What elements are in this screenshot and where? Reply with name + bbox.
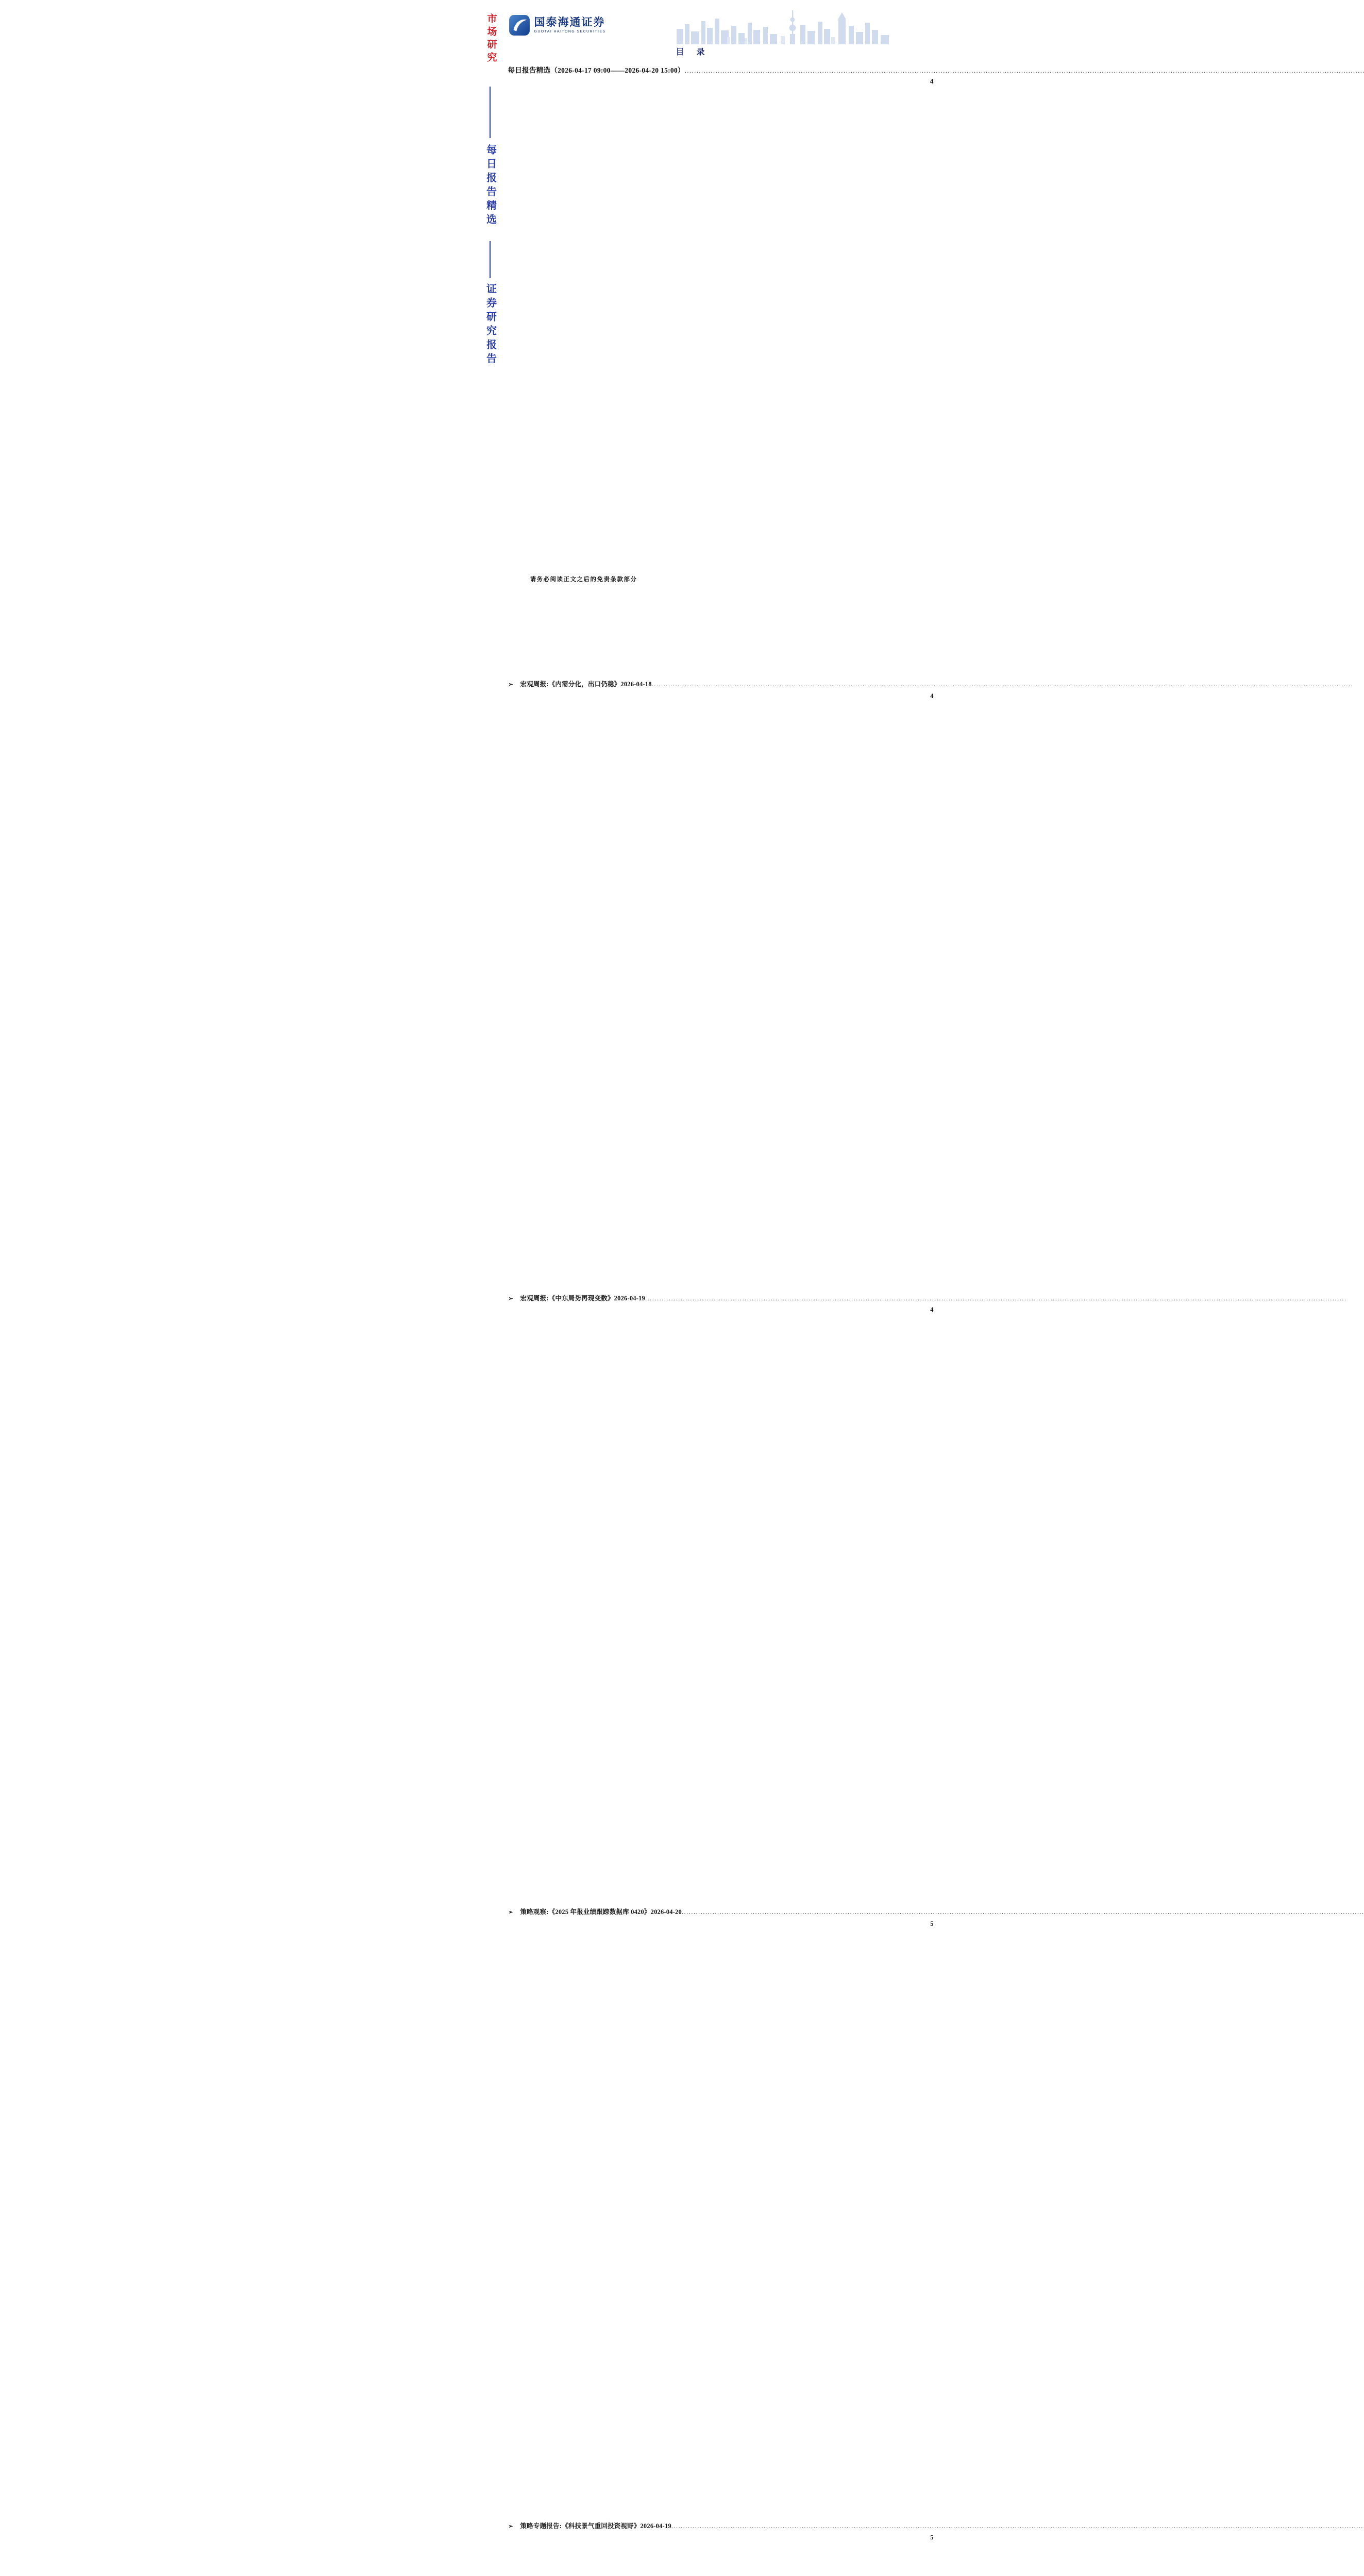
toc-entry-title: 策略专题报告:《科技景气重回投资视野》2026-04-19 xyxy=(520,2522,671,2530)
brand-text xyxy=(534,14,606,33)
toc-entry-title: 宏观周报:《中东局势再现变数》2026-04-19 xyxy=(520,1294,645,1302)
dot-leader xyxy=(671,2521,878,2530)
toc-section-title: 每日报告精选（2026-04-17 09:00——2026-04-20 15:00） xyxy=(508,66,685,74)
arrow-bullet-icon: ➢ xyxy=(508,1295,513,1302)
sidebar-label-daily-digest: 每日报告精选 xyxy=(484,144,496,228)
brand-header xyxy=(509,14,606,36)
company-logo-icon xyxy=(509,14,530,36)
footer-disclaimer: 请务必阅读正文之后的免责条款部分 xyxy=(530,577,637,583)
arrow-bullet-icon: ➢ xyxy=(508,682,513,688)
brand-name-en: GUOTAI HAITONG SECURITIES xyxy=(534,30,606,33)
arrow-bullet-icon: ➢ xyxy=(508,1909,513,1916)
sidebar-divider-middle xyxy=(490,241,491,278)
toc-entry-page: 5 xyxy=(508,2532,934,2576)
toc-entry[interactable] xyxy=(508,2521,934,2576)
toc-entry[interactable] xyxy=(508,679,934,1293)
report-toc-page xyxy=(469,0,934,2541)
toc-entry[interactable] xyxy=(508,1907,934,2520)
toc-entry-page: 4 xyxy=(508,691,934,1293)
toc-entry-page: 4 xyxy=(508,1304,934,1907)
toc-section-page: 4 xyxy=(508,76,934,678)
sidebar-divider-top xyxy=(490,87,491,138)
toc-entry-title: 策略观察:《2025 年报业绩跟踪数据库 0420》2026-04-20 xyxy=(520,1908,682,1916)
toc-section-header[interactable] xyxy=(508,65,934,678)
page-title: 目 录 xyxy=(676,48,710,57)
sidebar-label-market-research: 市场研究 xyxy=(485,13,497,65)
arrow-bullet-icon: ➢ xyxy=(508,2523,513,2530)
toc-content xyxy=(508,45,934,2576)
dot-leader xyxy=(685,65,878,74)
toc-entry[interactable] xyxy=(508,1293,934,1907)
toc-entry-title: 宏观周报:《内需分化，出口仍稳》2026-04-18 xyxy=(520,681,652,688)
toc-entry-list xyxy=(508,679,934,2576)
dot-leader xyxy=(682,1907,878,1916)
brand-name-cn: 国泰海通证券 xyxy=(534,16,605,28)
sidebar-label-research-report: 证券研究报告 xyxy=(484,283,496,367)
city-skyline-watermark-icon xyxy=(675,7,892,45)
dot-leader xyxy=(645,1293,878,1302)
dot-leader xyxy=(652,679,878,688)
toc-entry-page: 5 xyxy=(508,1919,934,2521)
